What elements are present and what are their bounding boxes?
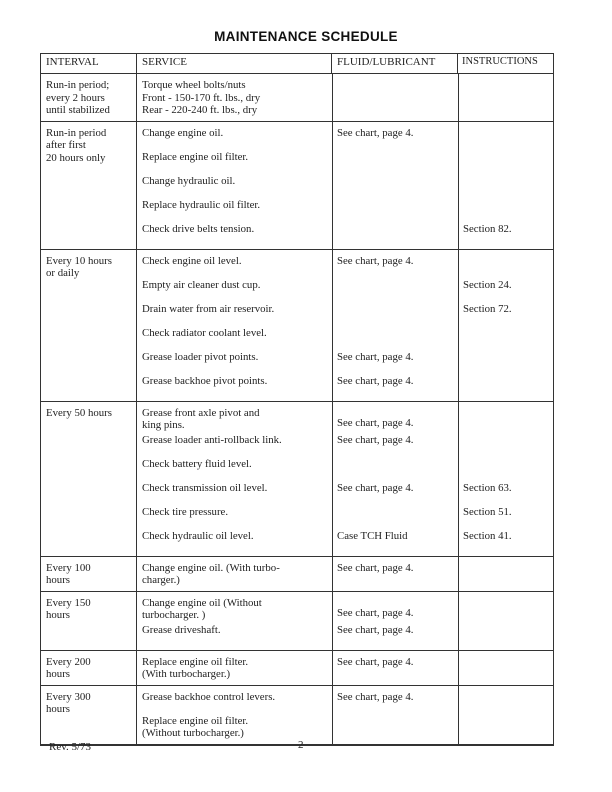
- service-entries: [137, 250, 553, 401]
- service-cell: Change hydraulic oil.: [142, 174, 236, 187]
- instructions-cell: Section 72.: [463, 302, 512, 315]
- column-divider: [332, 592, 333, 650]
- service-cell: Replace engine oil filter. (Without turbocharger.): [142, 714, 249, 739]
- instructions-cell: [458, 349, 553, 373]
- fluid-cell: See chart, page 4.: [337, 655, 414, 668]
- fluid-cell: [332, 504, 458, 528]
- service-cell: Grease backhoe control levers.: [142, 690, 276, 703]
- table-header-row: [41, 54, 553, 73]
- table-row: [41, 73, 553, 121]
- service-entry: [137, 480, 553, 504]
- service-cell: Check battery fluid level.: [142, 457, 252, 470]
- service-cell: Replace hydraulic oil filter.: [142, 198, 261, 211]
- fluid-cell: [332, 77, 458, 117]
- service-cell: Grease backhoe pivot points.: [142, 374, 268, 387]
- service-entry: [137, 595, 553, 622]
- service-entry: [137, 560, 553, 587]
- instructions-cell: [458, 197, 553, 221]
- interval-cell: Run-in period after first 20 hours only: [41, 122, 137, 249]
- instructions-cell: [458, 713, 553, 740]
- instructions-cell: [458, 373, 553, 397]
- service-cell: Check radiator coolant level.: [142, 326, 267, 339]
- fluid-cell: Case TCH Fluid: [337, 529, 408, 542]
- service-entries: [137, 557, 553, 591]
- fluid-cell: [332, 713, 458, 740]
- service-entry: [137, 277, 553, 301]
- service-entry: [137, 456, 553, 480]
- column-divider: [332, 250, 333, 401]
- service-cell: Change engine oil.: [142, 126, 224, 139]
- fluid-cell: [332, 325, 458, 349]
- column-divider: [458, 402, 459, 556]
- instructions-cell: [458, 173, 553, 197]
- service-cell: Grease loader anti-rollback link.: [142, 433, 282, 446]
- column-divider: [332, 74, 333, 121]
- instructions-cell: Section 24.: [463, 278, 512, 291]
- instructions-cell: [458, 253, 553, 277]
- service-entries: [137, 592, 553, 650]
- interval-cell: Every 100 hours: [41, 557, 137, 591]
- fluid-cell: See chart, page 4.: [337, 350, 414, 363]
- instructions-cell: [458, 432, 553, 456]
- service-cell: Check engine oil level.: [142, 254, 242, 267]
- service-entry: [137, 173, 553, 197]
- instructions-cell: [458, 77, 553, 117]
- fluid-cell: [332, 221, 458, 245]
- header-interval: INTERVAL: [41, 54, 137, 73]
- instructions-cell: Section 51.: [463, 505, 512, 518]
- fluid-cell: See chart, page 4.: [337, 690, 414, 703]
- service-entries: [137, 122, 553, 249]
- service-cell: Check hydraulic oil level.: [142, 529, 254, 542]
- instructions-cell: [458, 595, 553, 622]
- instructions-cell: [458, 405, 553, 432]
- service-entry: [137, 349, 553, 373]
- service-entry: [137, 197, 553, 221]
- instructions-cell: Section 41.: [463, 529, 512, 542]
- service-entry: [137, 77, 553, 117]
- column-divider: [458, 250, 459, 401]
- table-row: [41, 401, 553, 556]
- column-divider: [458, 74, 459, 121]
- instructions-cell: [458, 125, 553, 149]
- interval-cell: Every 50 hours: [41, 402, 137, 556]
- service-entry: [137, 504, 553, 528]
- service-cell: Replace engine oil filter.: [142, 150, 249, 163]
- instructions-cell: [458, 689, 553, 713]
- interval-cell: Every 10 hours or daily: [41, 250, 137, 401]
- header-fluid: FLUID/LUBRICANT: [332, 54, 458, 73]
- service-cell: Replace engine oil filter. (With turbocharger.): [142, 655, 249, 680]
- column-divider: [458, 557, 459, 591]
- instructions-cell: Section 82.: [463, 222, 512, 235]
- maintenance-table: [40, 53, 554, 746]
- fluid-cell: See chart, page 4.: [337, 254, 414, 267]
- column-divider: [332, 402, 333, 556]
- header-service: SERVICE: [137, 54, 332, 73]
- header-instructions: INSTRUCTIONS: [462, 56, 538, 67]
- instructions-cell: [458, 622, 553, 646]
- interval-cell: Every 300 hours: [41, 686, 137, 744]
- service-entry: [137, 689, 553, 713]
- fluid-cell: [332, 197, 458, 221]
- table-row: [41, 591, 553, 650]
- page-title: MAINTENANCE SCHEDULE: [214, 29, 398, 44]
- table-row: [41, 249, 553, 401]
- service-entry: [137, 654, 553, 681]
- service-entry: [137, 528, 553, 552]
- service-entry: [137, 373, 553, 397]
- page-number: 2: [298, 739, 304, 751]
- instructions-cell: [458, 560, 553, 587]
- table-row: [41, 650, 553, 685]
- service-cell: Check drive belts tension.: [142, 222, 255, 235]
- column-divider: [332, 557, 333, 591]
- instructions-cell: Section 63.: [463, 481, 512, 494]
- fluid-cell: See chart, page 4.: [337, 433, 414, 446]
- service-entry: [137, 405, 553, 432]
- column-divider: [458, 592, 459, 650]
- instructions-cell: [458, 149, 553, 173]
- instructions-cell: [458, 325, 553, 349]
- service-cell: Grease driveshaft.: [142, 623, 221, 636]
- fluid-cell: See chart, page 4.: [337, 417, 414, 429]
- service-cell: Empty air cleaner dust cup.: [142, 278, 261, 291]
- service-entry: [137, 325, 553, 349]
- interval-cell: Every 200 hours: [41, 651, 137, 685]
- column-divider: [332, 651, 333, 685]
- column-divider: [332, 122, 333, 249]
- service-cell: Change engine oil. (With turbo- charger.): [142, 561, 280, 586]
- column-divider: [458, 686, 459, 744]
- fluid-cell: [332, 277, 458, 301]
- revision-note: Rev. 5/73: [49, 741, 92, 753]
- service-entries: [137, 74, 553, 121]
- service-entries: [137, 686, 553, 744]
- service-entry: [137, 622, 553, 646]
- service-entries: [137, 402, 553, 556]
- table-row: [41, 556, 553, 591]
- service-entry: [137, 713, 553, 740]
- service-cell: Drain water from air reservoir.: [142, 302, 275, 315]
- instructions-cell: [458, 456, 553, 480]
- service-entry: [137, 149, 553, 173]
- table-row: [41, 121, 553, 249]
- column-divider: [458, 122, 459, 249]
- column-divider: [332, 686, 333, 744]
- service-cell: Torque wheel bolts/nuts Front - 150-170 ft. lbs., dry Rear - 220-240 ft. lbs., dry: [142, 79, 261, 116]
- service-entry: [137, 301, 553, 325]
- service-cell: Grease loader pivot points.: [142, 350, 259, 363]
- fluid-cell: See chart, page 4.: [337, 607, 414, 619]
- service-cell: Check tire pressure.: [142, 505, 229, 518]
- table-row: [41, 685, 553, 744]
- instructions-cell: [458, 654, 553, 681]
- interval-cell: Run-in period; every 2 hours until stabilized: [41, 74, 137, 121]
- fluid-cell: [332, 173, 458, 197]
- fluid-cell: See chart, page 4.: [337, 623, 414, 636]
- fluid-cell: See chart, page 4.: [337, 561, 414, 574]
- fluid-cell: [332, 149, 458, 173]
- service-entry: [137, 253, 553, 277]
- fluid-cell: See chart, page 4.: [337, 374, 414, 387]
- fluid-cell: See chart, page 4.: [337, 481, 414, 494]
- fluid-cell: See chart, page 4.: [337, 126, 414, 139]
- interval-cell: Every 150 hours: [41, 592, 137, 650]
- service-entries: [137, 651, 553, 685]
- service-entry: [137, 221, 553, 245]
- service-cell: Check transmission oil level.: [142, 481, 268, 494]
- service-cell: Change engine oil (Without turbocharger. ): [142, 596, 262, 621]
- table-body: [41, 73, 553, 744]
- service-entry: [137, 125, 553, 149]
- service-cell: Grease front axle pivot and king pins.: [142, 406, 260, 431]
- column-divider: [458, 651, 459, 685]
- fluid-cell: [332, 301, 458, 325]
- fluid-cell: [332, 456, 458, 480]
- service-entry: [137, 432, 553, 456]
